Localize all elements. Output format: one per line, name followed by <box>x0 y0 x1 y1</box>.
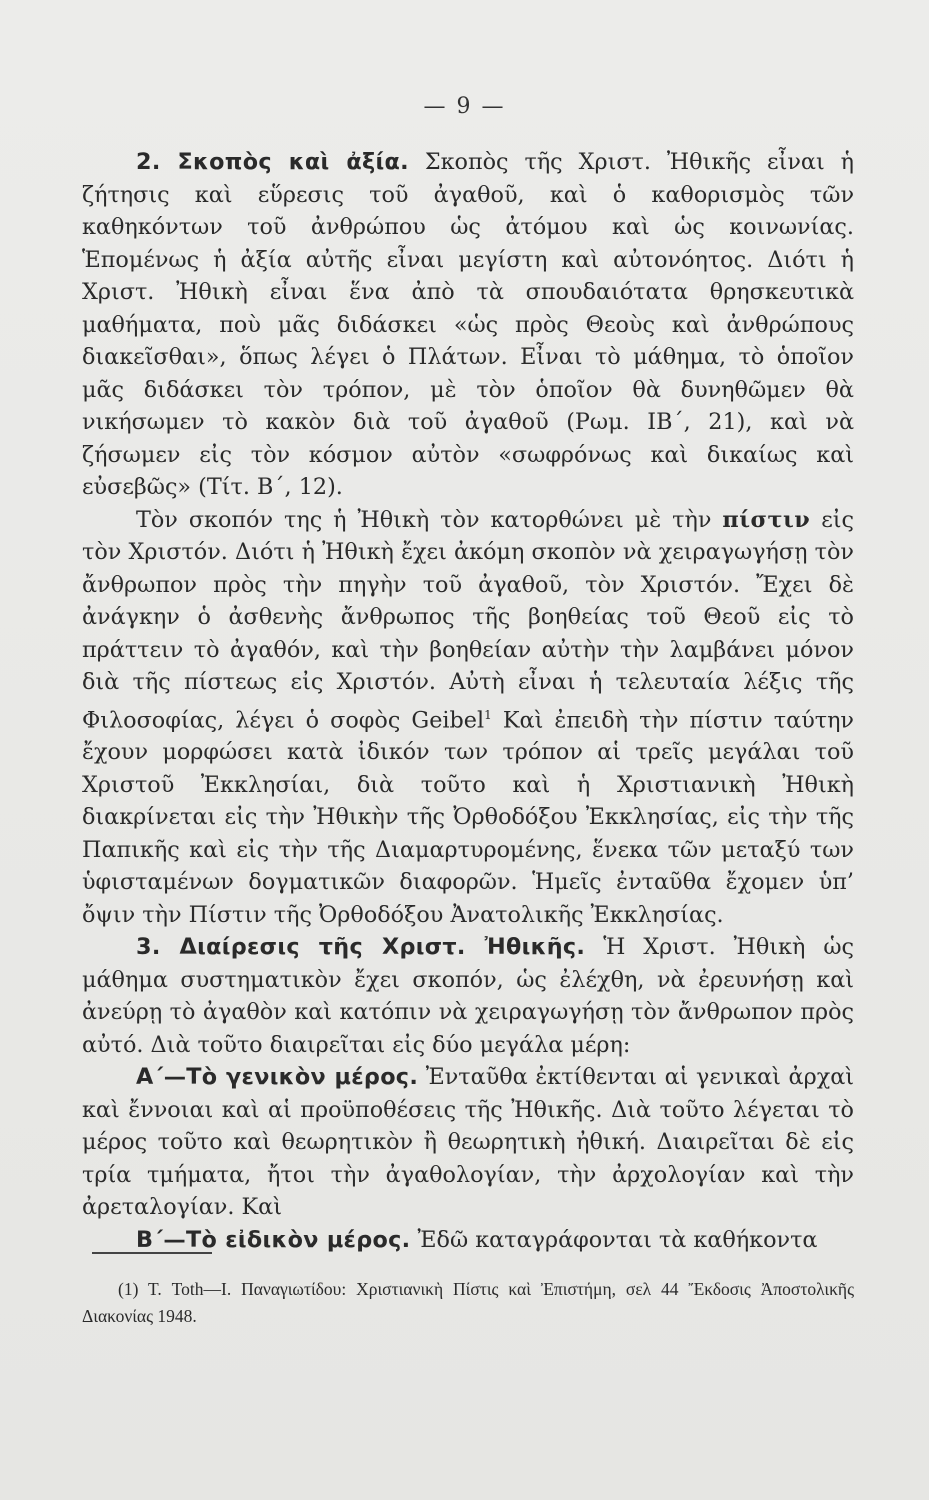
section-2-text: Σκοπὸς τῆς Χριστ. Ἠθικῆς εἶναι ἡ ζήτησις καὶ εὕρεσις τοῦ ἀγαθοῦ, καὶ ὁ καθορισμὸς τῶν καθηκόντων τοῦ ἀνθρώπου ὡς ἀτόμου καὶ ὡς κοινωνίας. Ἑπομένως ἡ ἀξία αὐτῆς εἶναι μεγίστη καὶ αὐτονόητος. Διότι ἡ Χριστ. Ἠθικὴ εἶναι ἕνα ἀπὸ τὰ σπουδαιότατα θρησκευτικὰ μαθήματα, ποὺ μᾶς διδάσκει «ὡς πρὸς Θεοὺς καὶ ἀνθρώπους διακεῖσθαι», ὅπως λέγει ὁ Πλάτων. Εἶναι τὸ μάθημα, τὸ ὁποῖον μᾶς διδάσκει τὸν τρόπον, μὲ τὸν ὁποῖον θὰ δυνηθῶμεν θὰ νικήσωμεν τὸ κακὸν διὰ τοῦ ἀγαθοῦ (Ρωμ. ΙΒ΄, 21), καὶ νὰ ζήσωμεν εἰς τὸν κόσμον αὐτὸν «σωφρόνως καὶ δικαίως καὶ εὐσεβῶς» (Τίτ. Β΄, 12). <box>82 149 854 500</box>
section-3-text: Ἡ Χριστ. Ἠθικὴ ὡς μάθημα συστηματικὸν ἔχει σκοπόν, ὡς ἐλέχθη, νὰ ἐρευνήσῃ καὶ ἀνεύρῃ τὸ ἀγαθὸν καὶ κατόπιν νὰ χειραγωγήσῃ τὸν ἄνθρωπον πρὸς αὐτό. Διὰ τοῦτο διαιρεῖται εἰς δύο μεγάλα μέρη: <box>82 934 854 1058</box>
section-2-para2-after: εἰς τὸν Χριστόν. Διότι ἡ Ἠθικὴ ἔχει ἀκόμη σκοπὸν νὰ χειραγωγήσῃ τὸν ἄνθρωπον πρὸς τὴν πηγὴν τοῦ ἀγαθοῦ, τὸν Χριστόν. Ἔχει δὲ ἀνάγκην ὁ ἀσθενὴς ἄνθρωπος τῆς βοηθείας τοῦ Θεοῦ εἰς τὸ πράττειν τὸ ἀγαθόν, καὶ τὴν βοηθείαν αὐτὴν τὴν λαμβάνει μόνον διὰ τῆς πίστεως εἰς Χριστόν. Αὐτὴ εἶναι ἡ τελευταία λέξις τῆς Φιλοσοφίας, λέγει ὁ σοφὸς Geibel <box>82 506 854 733</box>
section-2-para2-before: Τὸν σκοπόν της ἡ Ἠθικὴ τὸν κατορθώνει μὲ τὴν <box>136 506 712 533</box>
main-text <box>82 146 854 1256</box>
emphasis-faith: πίστιν <box>722 506 811 533</box>
footnote-text: (1) Τ. Toth—Ι. Παναγιωτίδου: Χριστιανικὴ Πίστις καὶ Ἐπιστήμη, σελ 44 Ἔκδοσις Ἀποστολικῆς Διακονίας 1948. <box>82 1279 854 1326</box>
footnote <box>82 1276 854 1330</box>
section-2-para2-end: Καὶ ἐπειδὴ τὴν πίστιν ταύτην ἔχουν μορφώσει κατὰ ἰδικόν των τρόπον αἱ τρεῖς μεγάλαι τοῦ Χριστοῦ Ἐκκλησίαι, διὰ τοῦτο καὶ ἡ Χριστιανικὴ Ἠθικὴ διακρίνεται εἰς τὴν Ἠθικὴν τῆς Ὀρθοδόξου Ἐκκλησίας, εἰς τὴν τῆς Παπικῆς καὶ εἰς τὴν τῆς Διαμαρτυρομένης, ἕνεκα τῶν μεταξύ των ὑφισταμένων δογματικῶν διαφορῶν. Ἡμεῖς ἐνταῦθα ἔχομεν ὑπ’ ὄψιν τὴν Πίστιν τῆς Ὀρθοδόξου Ἀνατολικῆς Ἐκκλησίας. <box>82 706 854 928</box>
footnote-marker: 1 <box>484 707 492 722</box>
footnote-divider <box>92 1252 212 1254</box>
section-2-heading: 2. Σκοπὸς καὶ ἀξία. <box>136 149 409 175</box>
part-a-paragraph <box>82 1061 854 1224</box>
part-b-text: Ἐδῶ καταγράφονται τὰ καθήκοντα <box>417 1226 818 1253</box>
part-a-text: Ἐνταῦθα ἐκτίθενται αἱ γενικαὶ ἀρχαὶ καὶ ἔννοιαι καὶ αἱ προϋποθέσεις τῆς Ἠθικῆς. Διὰ τοῦτο λέγεται τὸ μέρος τοῦτο καὶ θεωρητικὸν ἢ θεωρητικὴ ἠθική. Διαιρεῖται δὲ εἰς τρία τμήματα, ἤτοι τὴν ἀγαθολογίαν, τὴν ἀρχολογίαν καὶ τὴν ἀρεταλογίαν. Καὶ <box>82 1064 855 1221</box>
part-a-heading: Α΄—Τὸ γενικὸν μέρος. <box>136 1064 419 1091</box>
section-3-paragraph-1 <box>82 931 854 1061</box>
section-2-paragraph-2 <box>82 504 854 932</box>
section-3-heading: 3. Διαίρεσις τῆς Χριστ. Ἠθικῆς. <box>136 934 586 961</box>
part-b-heading: Β΄—Τὸ εἰδικὸν μέρος. <box>136 1226 411 1253</box>
page-number: — 9 — <box>423 94 506 119</box>
section-2-paragraph-1 <box>82 146 854 504</box>
